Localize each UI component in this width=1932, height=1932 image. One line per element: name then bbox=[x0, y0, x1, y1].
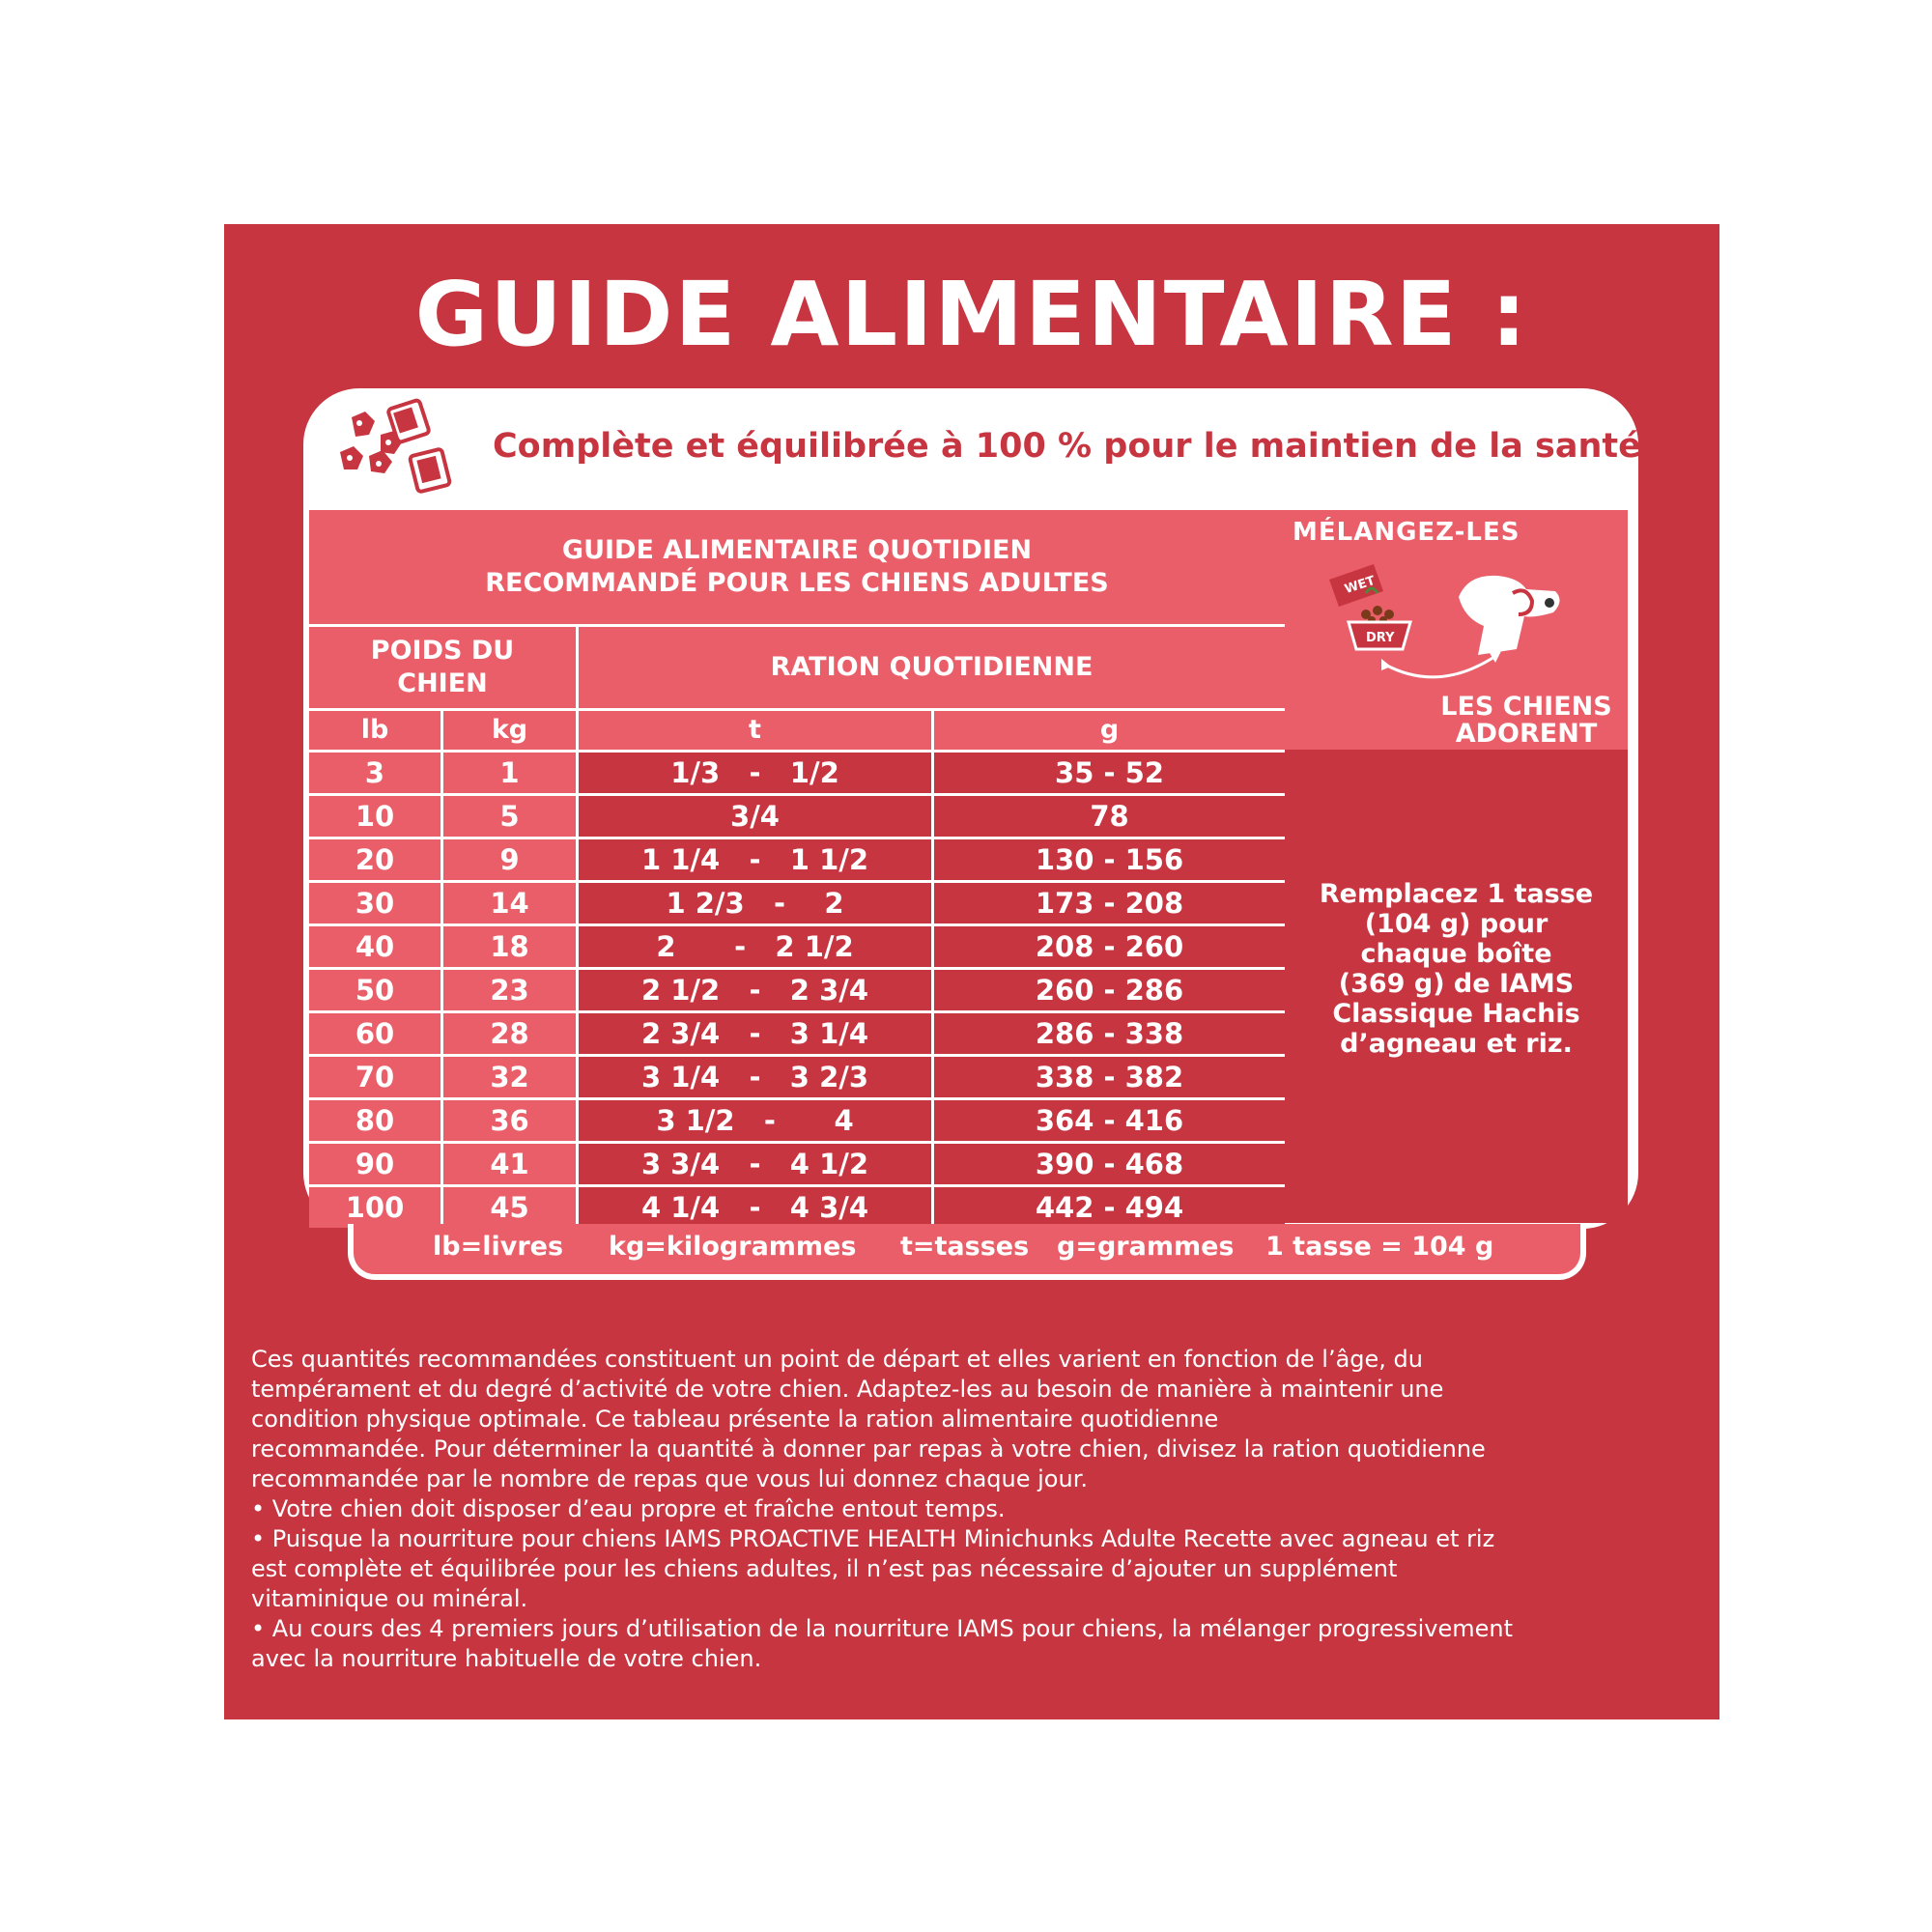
mix-panel bbox=[1285, 510, 1628, 750]
cell-g: 442 - 494 bbox=[934, 1187, 1285, 1228]
feeding-card bbox=[303, 388, 1641, 1229]
dogs-love-label bbox=[1430, 694, 1623, 748]
cell-lb: 100 bbox=[309, 1187, 440, 1228]
cell-t: 2 3/4 - 3 1/4 bbox=[579, 1013, 931, 1054]
cell-lb: 3 bbox=[309, 753, 440, 793]
legend-t: t=tasses bbox=[900, 1232, 1030, 1262]
note-line: condition physique optimale. Ce tableau présente la ration alimentaire quotidienne bbox=[251, 1406, 1219, 1433]
note-line: recommandée. Pour déterminer la quantité à donner par repas à votre chien, divisez la ration quotidienne bbox=[251, 1435, 1486, 1463]
col-header-g: g bbox=[934, 711, 1285, 750]
legend-g: g=grammes bbox=[1057, 1232, 1235, 1262]
cell-kg: 5 bbox=[443, 796, 576, 837]
ration-header: RATION QUOTIDIENNE bbox=[579, 627, 1285, 708]
cell-kg: 23 bbox=[443, 970, 576, 1010]
note-line: vitaminique ou minéral. bbox=[251, 1585, 528, 1612]
food-cans-icon bbox=[332, 396, 458, 502]
note-line: tempérament et du degré d’activité de votre chien. Adaptez-les au besoin de manière à maintenir une bbox=[251, 1376, 1444, 1403]
cell-t: 3 1/4 - 3 2/3 bbox=[579, 1057, 931, 1097]
legend-kg: kg=kilogrammes bbox=[609, 1232, 857, 1262]
cell-lb: 20 bbox=[309, 839, 440, 880]
cell-kg: 1 bbox=[443, 753, 576, 793]
cell-t: 3 1/2 - 4 bbox=[579, 1100, 931, 1141]
cell-kg: 36 bbox=[443, 1100, 576, 1141]
note-line: • Au cours des 4 premiers jours d’utilisation de la nourriture IAMS pour chiens, la mélanger progressivement bbox=[251, 1615, 1513, 1642]
replace-line: (369 g) de IAMS bbox=[1338, 969, 1575, 999]
mix-box bbox=[1285, 510, 1628, 1223]
dogs-love-line1: LES CHIENS bbox=[1440, 692, 1612, 722]
wet-label: WET bbox=[1343, 573, 1378, 598]
cell-lb: 40 bbox=[309, 926, 440, 967]
replace-line: d’agneau et riz. bbox=[1340, 1029, 1573, 1059]
cell-g: 364 - 416 bbox=[934, 1100, 1285, 1141]
cell-lb: 10 bbox=[309, 796, 440, 837]
note-line: recommandée par le nombre de repas que vous lui donnez chaque jour. bbox=[251, 1465, 1088, 1492]
cell-lb: 30 bbox=[309, 883, 440, 923]
cell-g: 130 - 156 bbox=[934, 839, 1285, 880]
mix-title: MÉLANGEZ-LES bbox=[1293, 518, 1520, 547]
weight-header-line1: POIDS DU bbox=[370, 636, 515, 666]
cell-kg: 41 bbox=[443, 1144, 576, 1184]
note-line: avec la nourriture habituelle de votre chien. bbox=[251, 1645, 762, 1672]
cell-t: 3/4 bbox=[579, 796, 931, 837]
cell-g: 286 - 338 bbox=[934, 1013, 1285, 1054]
cell-lb: 80 bbox=[309, 1100, 440, 1141]
feeding-guide-panel bbox=[224, 224, 1719, 1719]
table-header-line2: RECOMMANDÉ POUR LES CHIENS ADULTES bbox=[485, 568, 1109, 598]
legend-cup: 1 tasse = 104 g bbox=[1265, 1232, 1494, 1262]
table-header bbox=[309, 510, 1285, 624]
notes bbox=[251, 1345, 1700, 1674]
cell-t: 1 2/3 - 2 bbox=[579, 883, 931, 923]
dry-label: DRY bbox=[1366, 631, 1395, 645]
replace-line: Remplacez 1 tasse bbox=[1319, 879, 1594, 909]
col-header-lb: lb bbox=[309, 711, 440, 750]
cell-g: 78 bbox=[934, 796, 1285, 837]
cell-t: 1/3 - 1/2 bbox=[579, 753, 931, 793]
cell-g: 260 - 286 bbox=[934, 970, 1285, 1010]
cell-kg: 45 bbox=[443, 1187, 576, 1228]
cell-kg: 18 bbox=[443, 926, 576, 967]
cell-lb: 60 bbox=[309, 1013, 440, 1054]
cell-lb: 50 bbox=[309, 970, 440, 1010]
cell-g: 338 - 382 bbox=[934, 1057, 1285, 1097]
cell-g: 35 - 52 bbox=[934, 753, 1285, 793]
cell-kg: 28 bbox=[443, 1013, 576, 1054]
cell-kg: 14 bbox=[443, 883, 576, 923]
cell-t: 2 1/2 - 2 3/4 bbox=[579, 970, 931, 1010]
col-header-kg: kg bbox=[443, 711, 576, 750]
mix-bowl-icon bbox=[1323, 558, 1575, 694]
cell-t: 2 - 2 1/2 bbox=[579, 926, 931, 967]
cell-g: 173 - 208 bbox=[934, 883, 1285, 923]
cell-g: 390 - 468 bbox=[934, 1144, 1285, 1184]
col-header-t: t bbox=[579, 711, 931, 750]
dog-head-icon bbox=[1459, 576, 1560, 655]
note-line: • Puisque la nourriture pour chiens IAMS PROACTIVE HEALTH Minichunks Adulte Recette avec agneau et riz bbox=[251, 1525, 1495, 1552]
weight-header bbox=[309, 627, 576, 708]
table-header-line1: GUIDE ALIMENTAIRE QUOTIDIEN bbox=[561, 535, 1033, 565]
replace-line: (104 g) pour bbox=[1364, 909, 1548, 939]
replace-line: Classique Hachis bbox=[1332, 999, 1580, 1029]
note-line: est complète et équilibrée pour les chiens adultes, il n’est pas nécessaire d’ajouter un supplément bbox=[251, 1555, 1398, 1582]
replace-panel bbox=[1285, 750, 1628, 1223]
cell-t: 3 3/4 - 4 1/2 bbox=[579, 1144, 931, 1184]
cell-kg: 9 bbox=[443, 839, 576, 880]
subtitle: Complète et équilibrée à 100 % pour le maintien de la santé bbox=[493, 427, 1641, 466]
cell-lb: 90 bbox=[309, 1144, 440, 1184]
note-line: Ces quantités recommandées constituent un point de départ et elles varient en fonction de l’âge, du bbox=[251, 1346, 1423, 1373]
cell-t: 4 1/4 - 4 3/4 bbox=[579, 1187, 931, 1228]
page-title: GUIDE ALIMENTAIRE : bbox=[414, 263, 1529, 366]
cell-t: 1 1/4 - 1 1/2 bbox=[579, 839, 931, 880]
legend-lb: lb=livres bbox=[433, 1232, 564, 1262]
dogs-love-line2: ADORENT bbox=[1455, 719, 1598, 749]
cell-lb: 70 bbox=[309, 1057, 440, 1097]
note-line: • Votre chien doit disposer d’eau propre et fraîche entout temps. bbox=[251, 1495, 1006, 1522]
replace-text bbox=[1294, 879, 1618, 1059]
cell-g: 208 - 260 bbox=[934, 926, 1285, 967]
weight-header-line2: CHIEN bbox=[397, 668, 488, 698]
cell-kg: 32 bbox=[443, 1057, 576, 1097]
legend-bar bbox=[348, 1224, 1586, 1280]
replace-line: chaque boîte bbox=[1360, 939, 1552, 969]
